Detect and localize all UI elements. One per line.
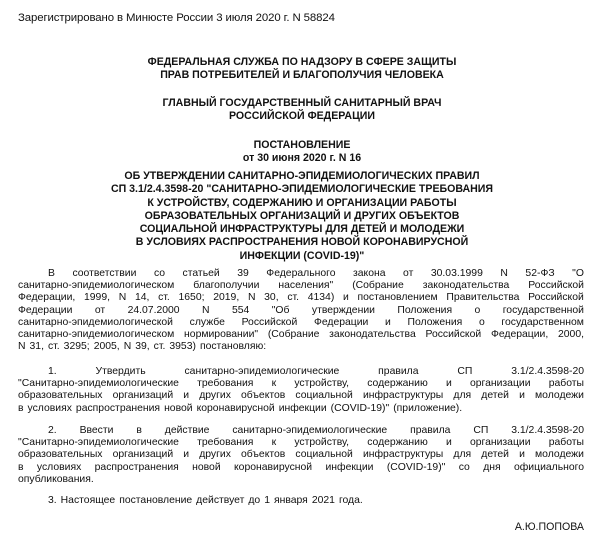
- word: государственной: [502, 304, 584, 316]
- word: новой: [192, 461, 221, 473]
- word: требования: [197, 378, 254, 390]
- word: 24.07.2000: [127, 304, 180, 316]
- word: ст.: [153, 341, 166, 353]
- paragraph-line: [18, 425, 584, 437]
- word: 1.: [48, 366, 57, 377]
- paragraph-line: [18, 437, 584, 449]
- word: 52-ФЗ: [525, 268, 555, 279]
- word: (COVID-19)": [386, 461, 446, 473]
- word: действует: [196, 495, 245, 506]
- word: санитарно-эпидемиологические: [232, 425, 388, 436]
- word: распространения: [94, 461, 179, 473]
- word: ст.: [287, 292, 300, 304]
- word: постановление: [119, 495, 193, 506]
- decree-date: от 30 июня 2020 г. N 16: [242, 152, 362, 165]
- word: и: [385, 316, 391, 328]
- word: N: [500, 268, 508, 279]
- word: 554: [231, 304, 250, 316]
- word: в: [18, 461, 24, 473]
- item-2-paragraph: [18, 425, 584, 486]
- word: постановляю:: [199, 341, 267, 353]
- word: организаций: [112, 449, 174, 461]
- paragraph-line: [18, 305, 584, 317]
- word: со: [458, 461, 470, 473]
- paragraph-line: [18, 317, 584, 329]
- word: опубликования.: [18, 473, 94, 485]
- title-line: ОБ УТВЕРЖДЕНИИ САНИТАРНО-ЭПИДЕМИОЛОГИЧЕСКИХ ПРАВИЛ: [124, 170, 480, 182]
- paragraph-line: [18, 292, 584, 304]
- paragraph-line: [18, 495, 584, 507]
- word: 3.1/2.4.3598-20: [511, 366, 584, 377]
- word: о: [474, 304, 481, 316]
- paragraph-line: [18, 329, 584, 341]
- paragraph-line: [18, 366, 584, 378]
- chief-doctor-line: ГЛАВНЫЙ ГОСУДАРСТВЕННЫЙ САНИТАРНЫЙ ВРАЧ: [162, 97, 442, 109]
- word: требования: [197, 437, 254, 449]
- title-line: ОБРАЗОВАТЕЛЬНЫХ ОРГАНИЗАЦИЙ И ДРУГИХ ОБЪЕКТОВ: [144, 209, 460, 222]
- word: работы: [548, 378, 584, 390]
- word: коронавирусной: [234, 461, 313, 473]
- word: новой: [164, 402, 193, 414]
- word: 2019,: [213, 292, 240, 304]
- word: и: [183, 449, 190, 461]
- word: 3953): [169, 341, 196, 353]
- word: 30.03.1999: [430, 268, 483, 279]
- word: ст.: [47, 341, 60, 353]
- word: в: [18, 402, 24, 414]
- word: санитарно-эпидемиологические: [184, 366, 340, 377]
- word: социальной: [295, 390, 353, 402]
- word: 2021: [311, 495, 335, 506]
- word: распространения: [75, 402, 161, 414]
- word: работы: [548, 437, 584, 449]
- chief-doctor-header: [0, 97, 604, 124]
- paragraph-line: [18, 378, 584, 390]
- word: 3295;: [63, 341, 90, 353]
- word: со: [153, 268, 166, 279]
- chief-doctor-line: РОССИЙСКОЙ ФЕДЕРАЦИИ: [228, 110, 376, 123]
- word: января: [273, 495, 308, 506]
- word: 31,: [29, 341, 44, 353]
- decree-header: [0, 139, 604, 166]
- paragraph-line: [18, 449, 584, 461]
- word: до: [248, 495, 261, 506]
- word: и: [519, 449, 525, 461]
- word: к: [271, 378, 277, 390]
- title-line: К УСТРОЙСТВУ, СОДЕРЖАНИЮ И ОРГАНИЗАЦИИ РАБОТЫ: [147, 196, 457, 209]
- word: для: [453, 390, 472, 402]
- word: правила: [410, 425, 451, 436]
- word: Российской: [241, 316, 298, 328]
- word: и: [343, 292, 349, 304]
- word: 2.: [48, 425, 57, 436]
- word: организаций: [112, 390, 174, 402]
- word: детей: [481, 449, 509, 461]
- paragraph-line: [18, 268, 584, 280]
- word: (приложение).: [393, 402, 463, 414]
- word: условиях: [36, 461, 82, 473]
- word: дня: [483, 461, 501, 473]
- word: к: [271, 437, 277, 449]
- word: инфраструктуры: [362, 449, 444, 461]
- word: устройству,: [294, 437, 350, 449]
- decree-title: [0, 170, 604, 263]
- word: содержанию: [367, 437, 428, 449]
- word: соответствии: [72, 268, 137, 279]
- word: "Санитарно-эпидемиологические: [18, 378, 179, 390]
- word: 39: [237, 268, 249, 279]
- word: ст.: [158, 292, 170, 304]
- word: службе: [189, 316, 225, 328]
- word: 1: [264, 495, 270, 506]
- paragraph-line: [18, 280, 584, 292]
- word: Правительства: [446, 292, 520, 304]
- word: Положения: [407, 316, 463, 328]
- word: правила: [378, 366, 419, 377]
- word: N: [118, 292, 127, 304]
- word: года.: [338, 495, 363, 506]
- signature-name: А.Ю.ПОПОВА: [514, 521, 584, 533]
- word: 1650;: [178, 292, 205, 304]
- title-line: СОЦИАЛЬНОЙ ИНФРАСТРУКТУРЫ ДЛЯ ДЕТЕЙ И МОЛОДЕЖИ: [139, 223, 465, 236]
- word: 14,: [134, 292, 150, 304]
- word: и: [183, 390, 190, 402]
- word: Федерации: [313, 316, 369, 328]
- word: образовательных: [18, 390, 103, 402]
- word: Ввести: [79, 425, 114, 436]
- item-3-paragraph: [18, 495, 584, 507]
- word: и: [445, 437, 452, 449]
- word: для: [453, 449, 472, 461]
- word: Российской: [528, 280, 584, 292]
- word: других: [199, 449, 231, 461]
- paragraph-line: [18, 390, 584, 402]
- word: и: [519, 390, 525, 402]
- word: официального: [513, 461, 584, 473]
- word: организации: [469, 437, 531, 449]
- word: населения": [278, 280, 334, 292]
- word: объектов: [241, 449, 286, 461]
- item-1-paragraph: [18, 366, 584, 415]
- word: коронавирусной: [196, 402, 275, 414]
- word: Федерации,: [18, 292, 76, 304]
- word: "Об: [271, 304, 290, 316]
- title-line: В УСЛОВИЯХ РАСПРОСТРАНЕНИЯ НОВОЙ КОРОНАВИРУСНОЙ: [135, 236, 469, 249]
- word: законодательства: [422, 280, 510, 292]
- word: благополучии: [193, 280, 260, 292]
- word: Федерального: [266, 268, 336, 279]
- word: N: [123, 341, 132, 353]
- word: (Собрание: [267, 328, 320, 340]
- word: (Собрание: [352, 280, 404, 292]
- word: N: [18, 341, 26, 353]
- registration-note: Зарегистрировано в Минюсте России 3 июля 2020 г. N 58824: [18, 12, 335, 24]
- word: организации: [469, 378, 531, 390]
- title-line: СП 3.1/2.4.3598-20 "САНИТАРНО-ЭПИДЕМИОЛОГИЧЕСКИЕ ТРЕБОВАНИЯ: [110, 183, 494, 196]
- word: 2000,: [557, 328, 584, 340]
- word: Российской: [528, 292, 584, 304]
- word: условиях: [27, 402, 72, 414]
- word: государственном: [501, 316, 584, 328]
- word: 30,: [264, 292, 279, 304]
- preamble-paragraph: [18, 268, 584, 353]
- word: Российской: [425, 328, 482, 340]
- word: N: [247, 292, 256, 304]
- word: санитарно-эпидемиологическом: [18, 328, 175, 340]
- word: 4134): [307, 292, 335, 304]
- word: от: [403, 268, 414, 279]
- word: социальной: [295, 449, 353, 461]
- word: Положения: [397, 304, 453, 316]
- word: Утвердить: [95, 366, 146, 377]
- word: действие: [164, 425, 210, 436]
- paragraph-line: [18, 474, 584, 486]
- word: санитарно-эпидемиологическом: [18, 280, 175, 292]
- word: 39,: [135, 341, 150, 353]
- word: инфекции: [325, 461, 374, 473]
- word: молодежи: [535, 390, 584, 402]
- word: Настоящее: [60, 495, 116, 506]
- agency-line: ПРАВ ПОТРЕБИТЕЛЕЙ И БЛАГОПОЛУЧИЯ ЧЕЛОВЕКА: [160, 69, 444, 82]
- word: СП: [457, 366, 473, 377]
- word: утверждении: [311, 304, 375, 316]
- word: "О: [572, 268, 584, 279]
- word: образовательных: [18, 449, 103, 461]
- word: СП: [473, 425, 489, 436]
- word: других: [199, 390, 231, 402]
- word: детей: [481, 390, 509, 402]
- word: Федерации: [18, 304, 73, 316]
- word: статьей: [182, 268, 220, 279]
- word: 3.: [48, 495, 57, 506]
- word: 1999,: [84, 292, 111, 304]
- paragraph-line: [18, 341, 584, 353]
- word: устройству,: [294, 378, 350, 390]
- word: нормировании": [184, 328, 259, 340]
- paragraph-line: [18, 403, 584, 415]
- paragraph-line: [18, 462, 584, 474]
- word: "Санитарно-эпидемиологические: [18, 437, 179, 449]
- word: объектов: [241, 390, 286, 402]
- word: законодательства: [329, 328, 416, 340]
- word: В: [48, 268, 55, 279]
- word: 3.1/2.4.3598-20: [511, 425, 584, 436]
- word: N: [202, 304, 210, 316]
- title-line: ИНФЕКЦИИ (COVID-19)": [239, 249, 365, 262]
- word: о: [478, 316, 485, 328]
- agency-header: [0, 56, 604, 83]
- word: в: [136, 425, 142, 436]
- word: санитарно-эпидемиологической: [18, 316, 173, 328]
- word: от: [94, 304, 106, 316]
- word: (COVID-19)": [330, 402, 390, 414]
- word: инфраструктуры: [362, 390, 444, 402]
- word: постановлением: [357, 292, 438, 304]
- word: Федерации,: [490, 328, 549, 340]
- word: инфекции: [278, 402, 327, 414]
- decree-type: ПОСТАНОВЛЕНИЕ: [253, 139, 351, 151]
- word: содержанию: [367, 378, 428, 390]
- word: 2005,: [93, 341, 120, 353]
- word: закона: [353, 268, 386, 279]
- agency-line: ФЕДЕРАЛЬНАЯ СЛУЖБА ПО НАДЗОРУ В СФЕРЕ ЗАЩИТЫ: [147, 56, 457, 68]
- word: и: [445, 378, 452, 390]
- word: молодежи: [535, 449, 584, 461]
